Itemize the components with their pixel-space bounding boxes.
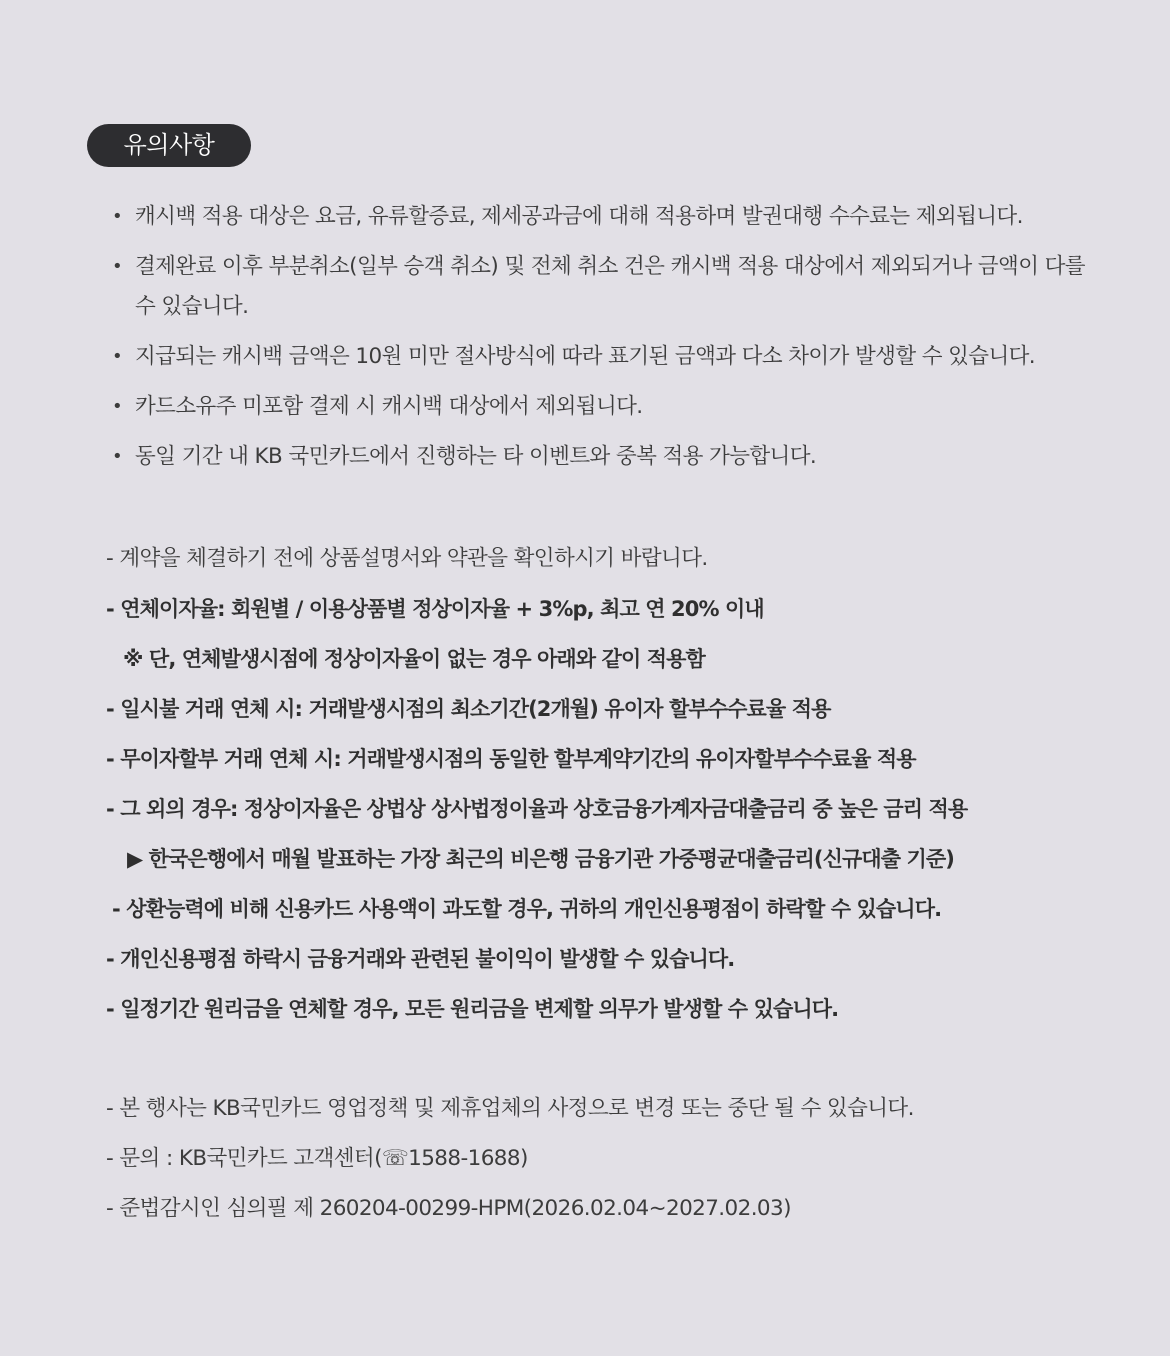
excess-use-warning: - 상환능력에 비해 신용카드 사용액이 과도할 경우, 귀하의 개인신용평점이 하락할 수 있습니다. <box>112 897 942 921</box>
notice-item <box>108 247 1098 327</box>
overdue-rate-notice: - 연체이자율: 회원별 / 이용상품별 정상이자율 + 3%p, 최고 연 20% 이내 <box>106 597 764 621</box>
notice-item <box>108 337 1098 377</box>
notice-item-text: 결제완료 이후 부분취소(일부 승객 취소) 및 전체 취소 건은 캐시백 적용 대상에서 제외되거나 금액이 다를 수 있습니다. <box>135 254 1085 319</box>
bullet-dot: • <box>112 446 123 467</box>
credit-terms <box>106 534 1106 1034</box>
notice-item <box>108 437 1098 477</box>
notice-item-text: 캐시백 적용 대상은 요금, 유류할증료, 제세공과금에 대해 적용하며 발권대행 수수료는 제외됩니다. <box>135 204 1023 229</box>
review-number: - 준법감시인 심의필 제 260204-00299-HPM(2026.02.04~2027.02.03) <box>106 1196 791 1221</box>
score-drop-warning: - 개인신용평점 하락시 금융거래와 관련된 불이익이 발생할 수 있습니다. <box>106 947 735 971</box>
footer-notes <box>106 1084 1106 1234</box>
bullet-dot: • <box>112 396 123 417</box>
bullet-dot: • <box>112 346 123 367</box>
repay-duty-warning: - 일정기간 원리금을 연체할 경우, 모든 원리금을 변제할 의무가 발생할 수 있습니다. <box>106 997 839 1021</box>
lump-sum-overdue-notice: - 일시불 거래 연체 시: 거래발생시점의 최소기간(2개월) 유이자 할부수수료율 적용 <box>106 697 831 721</box>
notice-list <box>108 197 1098 487</box>
notice-badge: 유의사항 <box>87 124 251 167</box>
contact-notice: - 문의 : KB국민카드 고객센터(☏1588-1688) <box>106 1146 528 1171</box>
bok-rate-note: ▶ 한국은행에서 매월 발표하는 가장 최근의 비은행 금융기관 가중평균대출금리(신규대출 기준) <box>127 847 955 871</box>
change-notice: - 본 행사는 KB국민카드 영업정책 및 제휴업체의 사정으로 변경 또는 중단 될 수 있습니다. <box>106 1096 914 1121</box>
notice-item-text: 카드소유주 미포함 결제 시 캐시백 대상에서 제외됩니다. <box>135 394 643 419</box>
notice-item-text: 동일 기간 내 KB 국민카드에서 진행하는 타 이벤트와 중복 적용 가능합니다. <box>135 444 817 469</box>
interest-free-overdue-notice: - 무이자할부 거래 연체 시: 거래발생시점의 동일한 할부계약기간의 유이자할부수수료율 적용 <box>106 747 916 771</box>
other-cases-notice: - 그 외의 경우: 정상이자율은 상법상 상사법정이율과 상호금융가계자금대출금리 중 높은 금리 적용 <box>106 797 968 821</box>
bullet-dot: • <box>112 206 123 227</box>
notice-item <box>108 387 1098 427</box>
overdue-rate-note: ※ 단, 연체발생시점에 정상이자율이 없는 경우 아래와 같이 적용함 <box>123 647 705 671</box>
notice-item-text: 지급되는 캐시백 금액은 10원 미만 절사방식에 따라 표기된 금액과 다소 차이가 발생할 수 있습니다. <box>135 344 1036 369</box>
contract-notice: - 계약을 체결하기 전에 상품설명서와 약관을 확인하시기 바랍니다. <box>106 546 708 571</box>
notice-item <box>108 197 1098 237</box>
bullet-dot: • <box>112 256 123 277</box>
